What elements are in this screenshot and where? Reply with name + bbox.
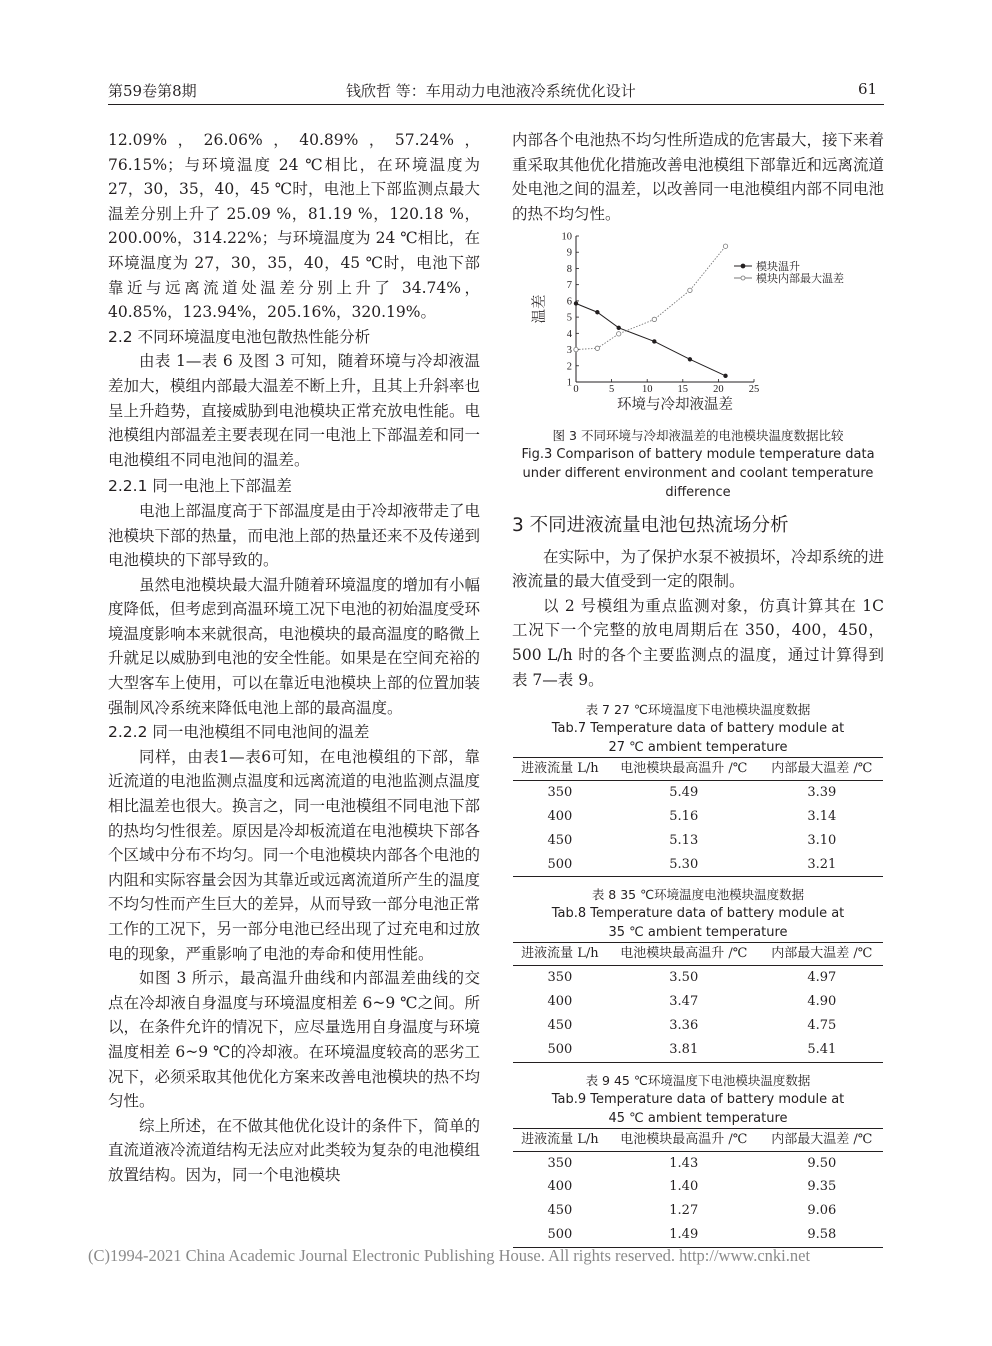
table-cell: 5.41 [761,1038,883,1062]
table-header-cell: 内部最大温差 /℃ [761,1128,883,1151]
data-point [653,340,657,344]
table-cell: 3.47 [669,994,699,1010]
data-table [513,757,883,877]
table-cell: 500 [513,853,607,877]
table-row [513,966,883,990]
table-cell: 1.27 [669,1203,699,1219]
fig3-caption-en: Fig.3 Comparison of battery module temperature data under different environment and coolant temperature difference [521,446,875,500]
figure-3 [512,230,884,424]
y-tick-label: 1 [566,377,572,389]
section-heading-2-2: 2.2 不同环境温度电池包散热性能分析 [108,327,371,346]
x-tick-label: 25 [748,384,760,396]
paragraph: 在实际中，为了保护水泵不被损坏，冷却系统的进液流量的最大值受到一定的限制。 [512,547,885,591]
legend-marker [741,276,745,280]
table-cell: 350 [547,970,573,986]
table-cell: 1.40 [669,1179,699,1195]
x-axis-label: 环境与冷却液温差 [617,397,733,414]
y-tick-label: 2 [566,361,572,373]
data-point [724,374,728,378]
table-cell: 500 [513,1223,607,1247]
running-header-title: 钱欣哲 等：车用动力电池液冷系统优化设计 [346,82,636,100]
table-header-cell: 内部最大温差 /℃ [761,758,883,781]
table-cell: 5.30 [607,853,761,877]
table-cell: 5.13 [669,832,699,848]
table-cell: 400 [547,808,573,824]
series-line-1 [576,304,726,376]
section-heading-2-2-2: 2.2.2 同一电池模组不同电池间的温差 [108,723,370,742]
data-point [688,289,692,293]
data-table [513,942,883,1062]
data-point [596,311,600,315]
table-caption [512,1071,884,1128]
y-tick-label: 9 [566,248,572,260]
legend-marker [741,264,745,268]
y-axis-label: 温差 [532,294,548,324]
y-tick-label: 10 [561,231,572,243]
table-7 [512,700,884,877]
table-8 [512,885,884,1062]
table-cell: 350 [547,1155,573,1171]
table-cell: 1.43 [669,1155,699,1171]
table-cell: 5.16 [669,808,699,824]
copyright-footer: (C)1994-2021 China Academic Journal Electronic Publishing House. All rights reserved. http://www.cnki.net [88,1246,811,1265]
x-tick-label: 0 [573,384,579,396]
table-cell: 3.39 [807,785,837,801]
x-tick-label: 20 [713,384,724,396]
header-rule [108,104,884,105]
data-point [723,244,727,248]
section-heading-3: 3 不同进液流量电池包热流场分析 [512,514,789,536]
table-row [513,853,883,877]
y-tick-label: 7 [566,280,572,292]
table-caption-line: Tab.9 Temperature data of battery module at [551,1091,845,1107]
paragraph: 如图 3 所示，最高温升曲线和内部温差曲线的交点在冷却液自身温度与环境温度相差 6~9 ℃之间。所以，在条件允许的情况下，应尽量选用自身温度与环境温度相差 6~9 ℃的冷却液。在环境温度较高的恶劣工况下，必须采取其他优化方案来改善电池模块的热不均匀性。 [108,969,481,1111]
table-cell: 9.35 [807,1179,837,1195]
table-cell: 450 [547,1203,573,1219]
table-header-cell: 电池模块最高温升 /℃ [607,943,761,966]
data-point [574,348,578,352]
section-heading-2-2-1: 2.2.1 同一电池上下部温差 [108,477,292,496]
table-header-row [513,1128,883,1151]
table-cell: 4.90 [807,994,837,1010]
table-row [513,1014,883,1038]
table-row [513,1038,883,1062]
table-row [513,1199,883,1223]
x-tick-label: 10 [641,384,653,396]
table-cell: 3.50 [669,970,699,986]
table-row [513,781,883,805]
table-row [513,1223,883,1247]
table-cell: 3.21 [761,853,883,877]
x-tick-label: 5 [608,384,615,396]
paragraph: 内部各个电池热不均匀性所造成的危害最大，接下来着重采取其他优化措施改善电池模组下部靠近和远离流道处电池之间的温差，以改善同一电池模组内部不同电池的热不均匀性。 [512,131,885,223]
table-cell: 400 [547,994,573,1010]
data-point [617,326,621,330]
table-caption-line: Tab.7 Temperature data of battery module at [551,721,845,737]
table-caption-line: 35 ℃ ambient temperature [608,925,788,941]
table-row [513,805,883,829]
data-point [617,332,621,336]
table-cell: 1.49 [607,1223,761,1247]
running-header-issue: 第59卷第8期 [108,82,197,100]
data-point [652,318,656,322]
table-header-cell: 进液流量 L/h [513,1128,607,1151]
table-header-cell: 电池模块最高温升 /℃ [607,758,761,781]
table-row [513,990,883,1014]
fig3-caption-cn: 图 3 不同环境与冷却液温差的电池模块温度数据比较 [552,427,844,443]
table-caption-line: 27 ℃ ambient temperature [608,740,788,756]
paragraph: 由表 1—表 6 及图 3 可知，随着环境与冷却液温差加大，模组内部最大温差不断上升，且其上升斜率也呈上升趋势，直接威胁到电池模块正常充放电性能。电池模组内部温差主要表现在同一电池上下部温差和同一电池模组不同电池间的温差。 [108,352,481,469]
table-cell: 3.36 [669,1017,699,1033]
table-header-row [513,758,883,781]
table-9 [512,1071,884,1248]
page-number: 61 [858,80,878,98]
x-tick-label: 15 [677,384,689,396]
table-header-cell: 内部最大温差 /℃ [761,943,883,966]
y-tick-label: 3 [566,345,572,357]
paragraph: 12.09%，26.06%，40.89%，57.24%，76.15%；与环境温度 24 ℃相比，在环境温度为 27，30，35，40，45 ℃时，电池上下部监测点最大温差分别上升了 25.09 %，81.19 %，120.18 %，200.00%，314.22%；与环境温度为 24 ℃相比，在环境温度为 27，30，35，40，45 ℃时，电池下部靠近与远离流道处温差分别上升了 34.74%，40.85%，123.94%，205.16%，320.19%。 [108,131,480,322]
table-header-cell: 进液流量 L/h [513,943,607,966]
table-caption [512,700,884,757]
table-cell: 3.10 [807,832,837,848]
data-point [688,358,692,362]
fig3-line-chart [512,230,884,416]
table-header-cell: 进液流量 L/h [513,758,607,781]
table-cell: 4.75 [807,1017,837,1033]
table-cell: 4.97 [807,970,837,986]
paragraph: 电池上部温度高于下部温度是由于冷却液带走了电池模块下部的热量，而电池上部的热量还来不及传递到电池模块的下部导致的。 [108,501,481,570]
paragraph: 同样，由表1—表6可知，在电池模组的下部，靠近流道的电池监测点温度和远离流道的电池监测点温度相比温差也很大。换言之，同一电池模组不同电池下部的热均匀性很差。原因是冷却板流道在电池模块下部各个区域中分布不均匀。同一个电池模块内部各个电池的内阻和实际容量会因为其靠近或远离流道所产生的温度不均匀性而产生巨大的差异，从而导致一部分电池正常工作的工况下，另一部分电池已经出现了过充电和过放电的现象，严重影响了电池的寿命和使用性能。 [108,747,481,963]
table-cell: 450 [547,832,573,848]
table-cell: 9.58 [761,1223,883,1247]
right-column [512,128,884,1248]
table-cell: 350 [547,785,573,801]
data-point [595,346,599,350]
table-cell: 500 [513,1038,607,1062]
data-point [574,302,578,306]
data-table [513,1128,883,1248]
series-line-2 [576,247,726,350]
table-cell: 5.49 [669,785,699,801]
table-caption-line: 表 8 35 ℃环境温度电池模块温度数据 [591,887,805,903]
table-caption [512,885,884,942]
table-row [513,1151,883,1175]
table-row [513,1175,883,1199]
table-caption-line: 45 ℃ ambient temperature [608,1110,788,1126]
paragraph: 以 2 号模组为重点监测对象，仿真计算其在 1C 工况下一个完整的放电周期后在 350，400，450，500 L/h 时的各个主要监测点的温度，通过计算得到表 7—表 9。 [512,596,884,689]
paragraph: 虽然电池模块最大温升随着环境温度的增加有小幅度降低，但考虑到高温环境工况下电池的初始温度受环境温度影响本来就很高，电池模块的最高温度的略微上升就足以威胁到电池的安全性能。如果是在空间充裕的大型客车上使用，可以在靠近电池模块上部的位置加装强制风冷系统来降低电池上部的最高温度。 [108,575,481,717]
legend-label: 模块内部最大温差 [756,273,844,286]
table-header-row [513,943,883,966]
table-cell: 3.81 [607,1038,761,1062]
table-caption-line: 表 7 27 ℃环境温度下电池模块温度数据 [585,702,811,718]
table-row [513,829,883,853]
table-cell: 3.14 [807,808,837,824]
table-caption-line: 表 9 45 ℃环境温度下电池模块温度数据 [585,1072,811,1088]
y-tick-label: 6 [566,296,572,308]
table-cell: 9.50 [807,1155,837,1171]
y-tick-label: 5 [566,312,572,324]
table-caption-line: Tab.8 Temperature data of battery module at [551,906,845,922]
legend-label: 模块温升 [756,261,800,274]
left-column [108,128,480,1188]
tables-container [512,700,884,1248]
table-cell: 450 [547,1017,573,1033]
y-tick-label: 4 [566,329,572,341]
y-tick-label: 8 [566,264,572,276]
paragraph: 综上所述，在不做其他优化设计的条件下，简单的直流道液冷流道结构无法应对此类较为复杂的电池模组放置结构。因为，同一个电池模块 [108,1116,481,1184]
table-cell: 9.06 [807,1203,837,1219]
table-header-cell: 电池模块最高温升 /℃ [607,1128,761,1151]
fig3-caption [512,426,884,502]
table-cell: 400 [547,1179,573,1195]
